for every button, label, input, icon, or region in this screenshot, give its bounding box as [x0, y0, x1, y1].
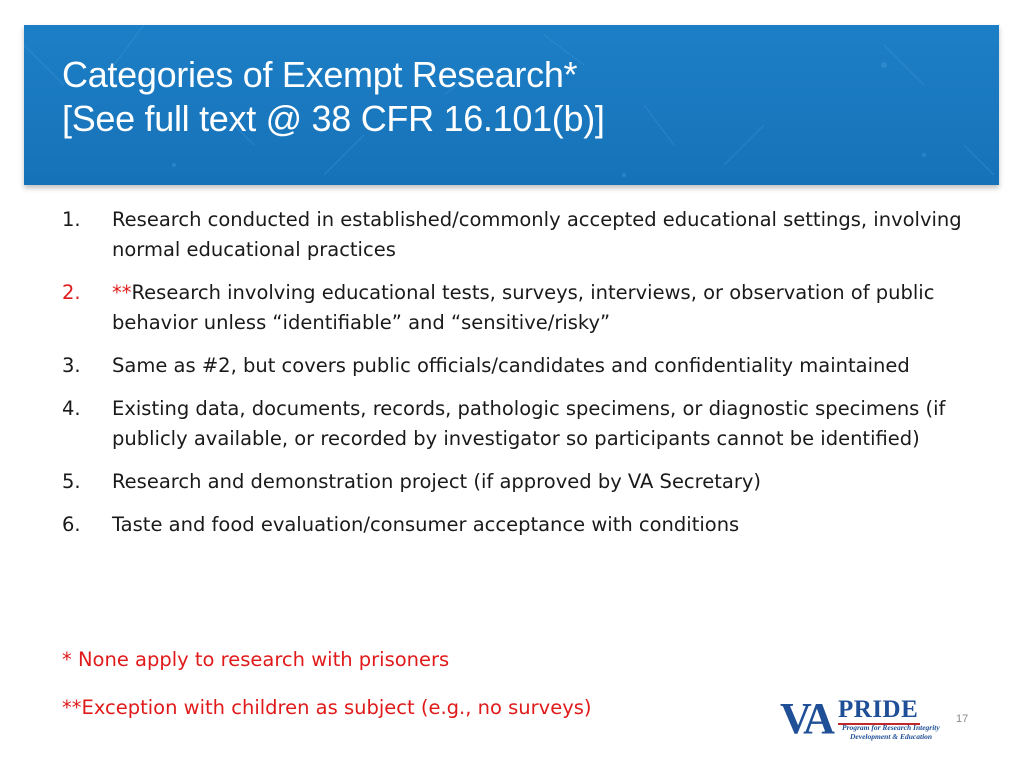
- item-number: 1.: [62, 208, 81, 231]
- item-number: 3.: [62, 354, 81, 377]
- list-item: [62, 394, 967, 454]
- item-text: Same as #2, but covers public officials/candidates and confidentiality maintained: [112, 354, 910, 377]
- item-text: Existing data, documents, records, pathologic specimens, or diagnostic specimens (if publicly available, or recorded by investigator so participants cannot be identified): [112, 397, 946, 450]
- item-number: 2.: [62, 281, 81, 304]
- logo-tagline-line-2: Development & Education: [850, 731, 933, 741]
- item-text: Research and demonstration project (if approved by VA Secretary): [112, 470, 762, 493]
- item-text: Research involving educational tests, surveys, interviews, or observation of public behavior unless “identifiable” and “sensitive/risky”: [112, 281, 935, 334]
- item-number: 4.: [62, 397, 81, 420]
- logo-tagline-line-1: Program for Research Integrity: [842, 723, 940, 732]
- list-item: [62, 351, 967, 381]
- va-pride-logo: [780, 695, 950, 745]
- logo-tagline: [842, 724, 940, 741]
- item-stars: **: [112, 281, 132, 304]
- logo-pride-text: PRIDE: [838, 696, 919, 723]
- list-item: [62, 510, 967, 540]
- list-item: [62, 467, 967, 497]
- item-number: 6.: [62, 513, 81, 536]
- slide-title: [62, 53, 605, 141]
- logo-va-text: VA: [780, 694, 832, 743]
- item-number: 5.: [62, 470, 81, 493]
- title-line-1: Categories of Exempt Research*: [62, 54, 578, 95]
- list-item: [62, 278, 967, 338]
- item-text: Taste and food evaluation/consumer acceptance with conditions: [112, 513, 740, 536]
- title-banner: [24, 25, 999, 185]
- exempt-categories-list: [62, 205, 967, 553]
- page-number: 17: [956, 713, 969, 725]
- item-text: Research conducted in established/commonly accepted educational settings, involving normal educational practices: [112, 208, 962, 261]
- list-item: [62, 205, 967, 265]
- footnote-prisoners: * None apply to research with prisoners: [62, 648, 450, 671]
- footnote-children: **Exception with children as subject (e.g., no surveys): [62, 696, 592, 719]
- title-line-2: [See full text @ 38 CFR 16.101(b)]: [62, 98, 605, 139]
